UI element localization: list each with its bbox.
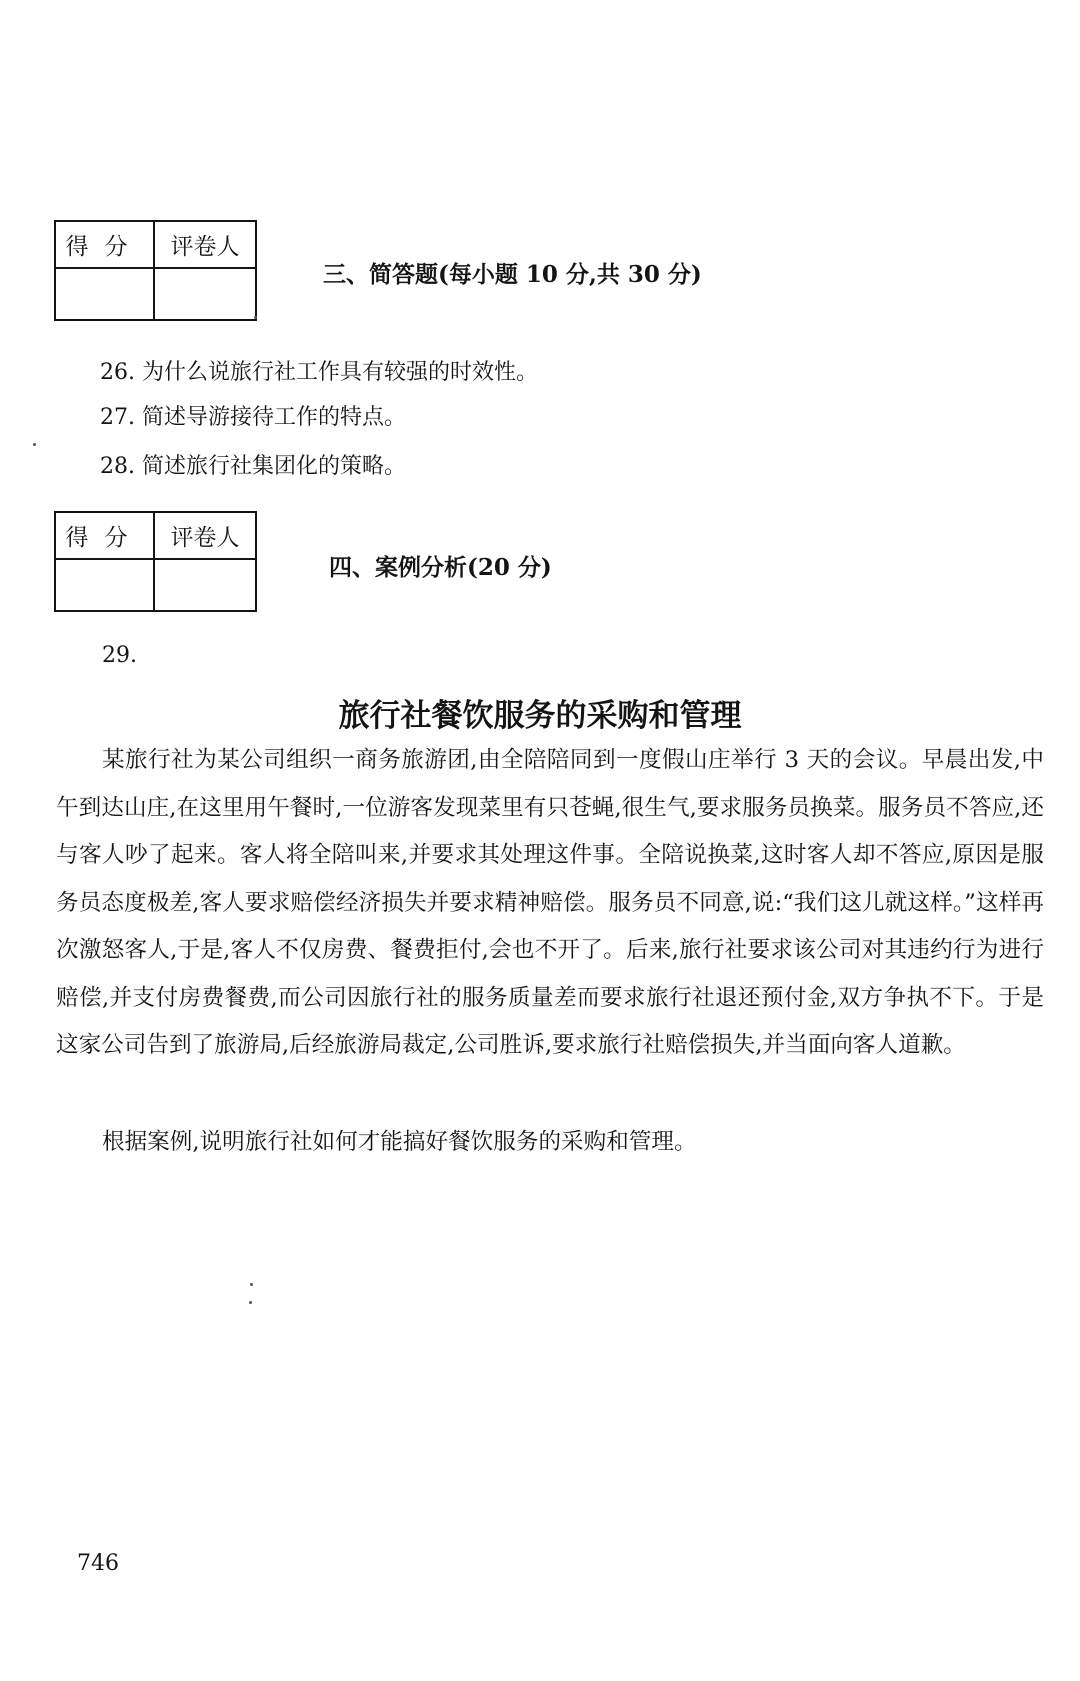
scan-speck xyxy=(254,316,257,319)
case-title: 旅行社餐饮服务的采购和管理 xyxy=(338,698,742,734)
score-box-section-3 xyxy=(54,220,257,321)
scan-speck xyxy=(250,1283,253,1286)
grader-entry-cell[interactable] xyxy=(154,268,256,320)
section-4-title: 四、案例分析(20 分) xyxy=(329,554,552,581)
score-box-section-4 xyxy=(54,511,257,612)
score-label-cell xyxy=(55,221,154,268)
grader-label-cell: 评卷人 xyxy=(154,221,256,268)
score-entry-cell[interactable] xyxy=(55,559,154,611)
score-label: 得分 xyxy=(65,525,144,551)
grader-label-cell: 评卷人 xyxy=(154,512,256,559)
score-entry-cell[interactable] xyxy=(55,268,154,320)
question-29-number: 29. xyxy=(102,643,137,668)
section-3-title: 三、简答题(每小题 10 分,共 30 分) xyxy=(323,261,702,288)
question-26: 26. 为什么说旅行社工作具有较强的时效性。 xyxy=(100,360,538,385)
scan-speck xyxy=(249,1301,252,1304)
case-prompt: 根据案例,说明旅行社如何才能搞好餐饮服务的采购和管理。 xyxy=(102,1129,697,1155)
case-body: 某旅行社为某公司组织一商务旅游团,由全陪陪同到一度假山庄举行 3 天的会议。早晨出发,中午到达山庄,在这里用午餐时,一位游客发现菜里有只苍蝇,很生气,要求服务员换菜。服务员不答应,还与客人吵了起来。客人将全陪叫来,并要求其处理这件事。全陪说换菜,这时客人却不答应,原因是服务员态度极差,客人要求赔偿经济损失并要求精神赔偿。服务员不同意,说:“我们这儿就这样。”这样再次激怒客人,于是,客人不仅房费、餐费拒付,会也不开了。后来,旅行社要求该公司对其违约行为进行赔偿,并支付房费餐费,而公司因旅行社的服务质量差而要求旅行社退还预付金,双方争执不下。于是这家公司告到了旅游局,后经旅游局裁定,公司胜诉,要求旅行社赔偿损失,并当面向客人道歉。 xyxy=(56,747,1044,1058)
question-27: 27. 简述导游接待工作的特点。 xyxy=(100,405,406,430)
question-28: 28. 简述旅行社集团化的策略。 xyxy=(100,454,406,479)
score-label: 得分 xyxy=(65,234,144,260)
scan-speck xyxy=(33,443,36,446)
score-label-cell xyxy=(55,512,154,559)
page-number: 746 xyxy=(77,1551,119,1576)
grader-entry-cell[interactable] xyxy=(154,559,256,611)
